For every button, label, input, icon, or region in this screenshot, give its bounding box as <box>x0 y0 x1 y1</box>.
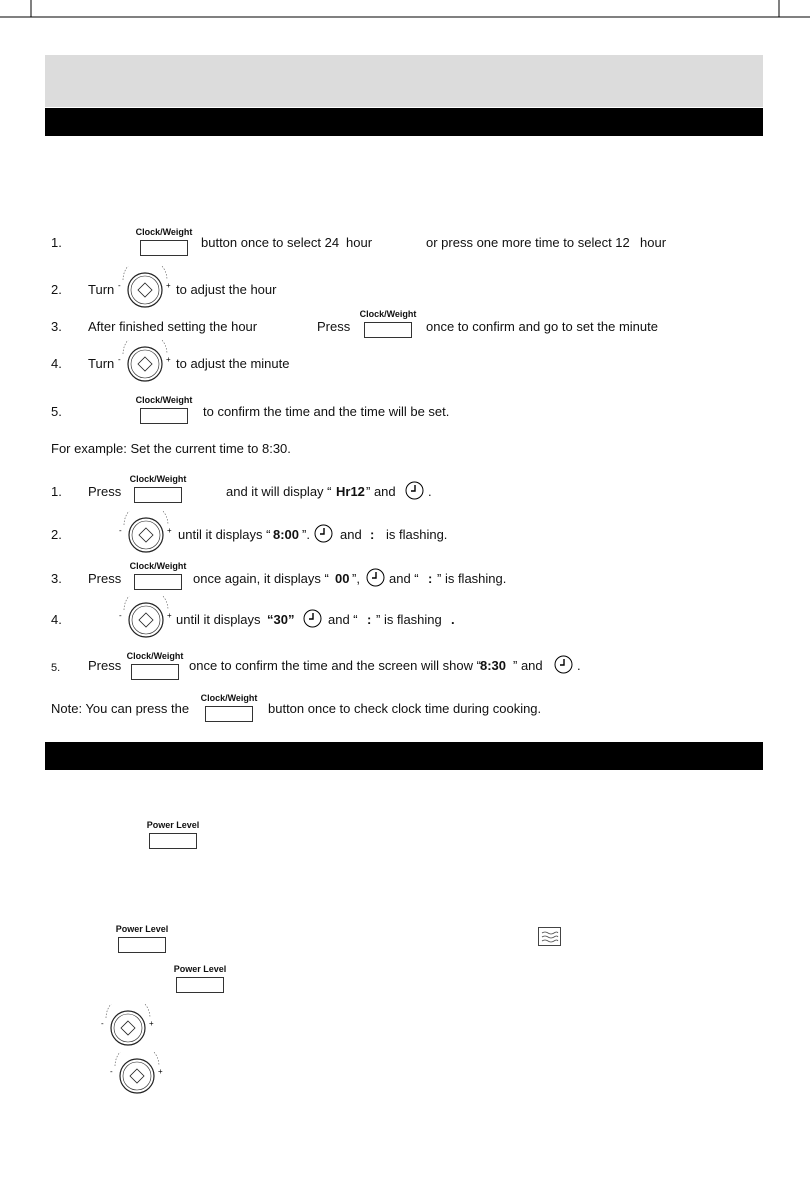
step-text: and “ <box>328 612 358 627</box>
clock-weight-key[interactable] <box>140 408 188 424</box>
display-value: 8:30 <box>480 658 507 673</box>
svg-text:-: - <box>119 611 122 620</box>
svg-text:-: - <box>110 1067 113 1076</box>
menu-time-knob[interactable] <box>116 511 176 555</box>
button-label: Power Level <box>115 924 169 934</box>
step-text: or press one more time to select 12 <box>426 235 630 250</box>
button-label: Power Level <box>173 964 227 974</box>
step-text: Turn <box>88 282 115 297</box>
step-text: and <box>340 527 362 542</box>
section-header-gray <box>45 55 763 107</box>
clock-weight-key[interactable] <box>134 574 182 590</box>
step-number: 2. <box>51 282 62 297</box>
step-number: 4. <box>51 356 62 371</box>
step-number: 3. <box>51 571 62 586</box>
step-text: After finished setting the hour <box>88 319 258 334</box>
colon-symbol: : <box>367 612 372 627</box>
svg-text:-: - <box>118 355 121 364</box>
display-value: 8:00 <box>273 527 300 542</box>
step-text: . <box>451 612 455 627</box>
step-text: and it will display “ <box>226 484 332 499</box>
step-number: 5. <box>51 404 62 419</box>
knob-icon <box>115 340 175 384</box>
clock-icon <box>303 609 322 628</box>
clock-weight-button[interactable] <box>128 474 188 503</box>
svg-text:-: - <box>119 526 122 535</box>
button-label: Clock/Weight <box>200 693 258 703</box>
clock-icon <box>314 524 333 543</box>
step-text: ” is flashing <box>376 612 442 627</box>
knob-icon <box>98 1004 158 1048</box>
clock-icon <box>405 481 424 500</box>
step-text: to adjust the hour <box>176 282 277 297</box>
svg-text:+: + <box>166 355 171 364</box>
clock-weight-button[interactable] <box>125 651 185 680</box>
step-text: to confirm the time and the time will be set. <box>203 404 450 419</box>
step-text: once to confirm the time and the screen will show “ <box>189 658 481 673</box>
button-label: Clock/Weight <box>126 651 184 661</box>
power-level-key[interactable] <box>118 937 166 953</box>
step-text: until it displays <box>176 612 261 627</box>
menu-time-knob[interactable] <box>115 266 175 310</box>
step-text: ”. <box>302 527 310 542</box>
step-text: ”, <box>352 571 360 586</box>
step-text: once to confirm and go to set the minute <box>426 319 658 334</box>
power-level-button[interactable] <box>143 820 203 849</box>
clock-icon <box>366 568 385 587</box>
knob-icon <box>115 266 175 310</box>
step-text: Press <box>88 658 122 673</box>
svg-text:+: + <box>167 611 172 620</box>
svg-text:+: + <box>167 526 172 535</box>
step-text: Press <box>317 319 351 334</box>
clock-weight-button[interactable] <box>199 693 259 722</box>
step-text: button once to select 24 <box>201 235 340 250</box>
button-label: Clock/Weight <box>129 474 187 484</box>
clock-weight-key[interactable] <box>140 240 188 256</box>
step-text: . <box>577 658 581 673</box>
svg-text:-: - <box>118 281 121 290</box>
step-text: Press <box>88 484 122 499</box>
step-text: hour <box>346 235 373 250</box>
power-level-button[interactable] <box>170 964 230 993</box>
clock-weight-key[interactable] <box>131 664 179 680</box>
button-label: Clock/Weight <box>135 395 193 405</box>
colon-symbol: : <box>370 527 375 542</box>
menu-time-knob[interactable] <box>98 1004 158 1048</box>
power-level-key[interactable] <box>149 833 197 849</box>
clock-weight-key[interactable] <box>134 487 182 503</box>
note-text: Note: You can press the <box>51 701 190 716</box>
step-text: Press <box>88 571 122 586</box>
step-text: to adjust the minute <box>176 356 290 371</box>
button-label: Power Level <box>146 820 200 830</box>
step-text: once again, it displays “ <box>193 571 329 586</box>
menu-time-knob[interactable] <box>107 1052 167 1096</box>
clock-weight-button[interactable] <box>358 309 418 338</box>
note-text: button once to check clock time during cooking. <box>268 701 542 716</box>
clock-weight-button[interactable] <box>134 227 194 256</box>
step-text: ” and <box>366 484 396 499</box>
display-value: 00 <box>335 571 350 586</box>
clock-weight-button[interactable] <box>128 561 188 590</box>
step-number: 1. <box>51 484 62 499</box>
step-number: 5. <box>51 662 61 674</box>
step-number: 1. <box>51 235 62 250</box>
svg-text:+: + <box>166 281 171 290</box>
svg-text:+: + <box>149 1019 154 1028</box>
power-level-key[interactable] <box>176 977 224 993</box>
step-number: 2. <box>51 527 62 542</box>
knob-icon <box>107 1052 167 1096</box>
step-number: 3. <box>51 319 62 334</box>
display-value: “30” <box>267 612 295 627</box>
example-title: For example: Set the current time to 8:30. <box>51 441 291 456</box>
display-value: Hr12 <box>336 484 365 499</box>
section-bar-clock <box>45 108 763 136</box>
step-text: is flashing. <box>386 527 448 542</box>
step-text: Turn <box>88 356 115 371</box>
svg-text:+: + <box>158 1067 163 1076</box>
clock-icon <box>554 655 573 674</box>
clock-weight-key[interactable] <box>205 706 253 722</box>
button-label: Clock/Weight <box>359 309 417 319</box>
microwave-icon <box>538 927 561 946</box>
knob-icon <box>116 511 176 555</box>
step-number: 4. <box>51 612 62 627</box>
step-text: ” and <box>513 658 543 673</box>
button-label: Clock/Weight <box>129 561 187 571</box>
svg-text:-: - <box>101 1019 104 1028</box>
step-text: hour <box>640 235 667 250</box>
menu-time-knob[interactable] <box>115 340 175 384</box>
colon-symbol: : <box>428 571 433 586</box>
clock-weight-key[interactable] <box>364 322 412 338</box>
step-text: until it displays “ <box>178 527 271 542</box>
step-text: ” is flashing. <box>437 571 507 586</box>
button-label: Clock/Weight <box>135 227 193 237</box>
knob-icon <box>116 596 176 640</box>
top-rule <box>0 0 810 18</box>
step-text: . <box>428 484 432 499</box>
step-text: and “ <box>389 571 419 586</box>
clock-weight-button[interactable] <box>134 395 194 424</box>
menu-time-knob[interactable] <box>116 596 176 640</box>
section-bar-power <box>45 742 763 770</box>
power-level-button[interactable] <box>112 924 172 953</box>
